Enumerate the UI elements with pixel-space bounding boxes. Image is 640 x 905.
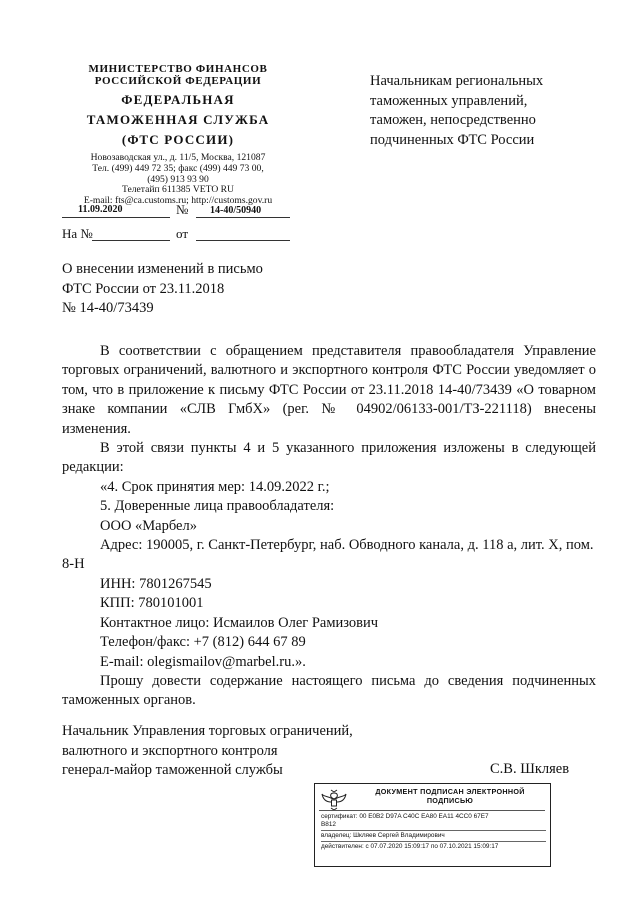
signatory-name: С.В. Шкляев xyxy=(490,761,570,777)
stamp-title-line1: ДОКУМЕНТ ПОДПИСАН ЭЛЕКТРОННОЙ xyxy=(375,787,525,796)
e-signature-stamp xyxy=(314,783,551,867)
reference-label: На № xyxy=(62,226,93,241)
letter-subject xyxy=(62,260,362,319)
eagle-emblem-icon xyxy=(320,788,348,812)
owner-line: владелец: Шкляев Сергей Владимирович xyxy=(321,830,546,840)
signatory-line: валютного и экспортного контроля xyxy=(62,742,278,759)
signatory-line: Начальник Управления торговых ограничений, xyxy=(62,723,353,739)
contact-email: E-mail: olegismailov@marbel.ru.». xyxy=(100,653,306,670)
subject-line: ФТС России от 23.11.2018 xyxy=(62,280,225,297)
from-label: от xyxy=(176,226,189,241)
service-name-line3: (ФТС РОССИИ) xyxy=(121,132,235,147)
subject-line: № 14-40/73439 xyxy=(62,300,154,316)
kpp-value: КПП: 780101001 xyxy=(100,595,204,612)
organization-name: ООО «Марбел» xyxy=(100,517,197,534)
body-paragraph-2: В этой связи пункты 4 и 5 указанного приложения изложены в следующей редакции: xyxy=(62,440,596,476)
service-name-line1: ФЕДЕРАЛЬНАЯ xyxy=(121,92,235,107)
ministry-name-line1: МИНИСТЕРСТВО ФИНАНСОВ xyxy=(88,63,268,75)
request-paragraph: Прошу довести содержание настоящего письма до сведения подчиненных таможенных органов. xyxy=(62,672,596,709)
item-5: 5. Доверенные лица правообладателя: xyxy=(100,498,335,515)
reference-underline xyxy=(92,240,170,241)
registration-date: 11.09.2020 xyxy=(78,204,123,215)
body-paragraph-1: В соответствии с обращением представителя правообладателя Управление торговых ограничений, валютного и экспортного контроля ФТС России уведомляет о том, что в приложение к письму ФТС России от 23.11.2018 14-40/73439 «О товарном знаке компании «СЛВ ГмбХ» (рег. № 04902/06133-001/ТЗ-221118) внесены изменения. xyxy=(62,343,596,437)
phone-fax-line: Тел. (499) 449 72 35; факс (499) 449 73 00, xyxy=(92,162,264,174)
stamp-title-line2: ПОДПИСЬЮ xyxy=(426,795,474,805)
certificate-line: сертификат: 00 E0B2 D97A C40C EA80 EA11 4CC0 67E7 xyxy=(321,813,489,820)
item-4: «4. Срок принятия мер: 14.09.2022 г.; xyxy=(100,478,330,495)
phone-line: (495) 913 93 90 xyxy=(147,173,209,185)
ministry-name-line2: РОССИЙСКОЙ ФЕДЕРАЦИИ xyxy=(94,75,262,87)
stamp-details xyxy=(321,813,546,851)
addressee-line: Начальникам региональных xyxy=(370,73,544,89)
validity-line: действителен: с 07.07.2020 15:09:17 по 07.10.2021 15:09:17 xyxy=(321,841,546,851)
organization-address: Адрес: 190005, г. Санкт-Петербург, наб. Обводного канала, д. 118 а, лит. Х, пом. 8-Н xyxy=(62,537,594,573)
from-underline xyxy=(196,240,290,241)
phone-fax: Телефон/факс: +7 (812) 644 67 89 xyxy=(100,634,306,651)
registration-number: 14-40/50940 xyxy=(210,205,262,216)
subject-line: О внесении изменений в письмо xyxy=(62,261,263,277)
address-block xyxy=(58,153,298,207)
number-underline xyxy=(196,217,290,218)
stamp-title xyxy=(355,788,545,805)
letter-body xyxy=(62,342,596,711)
addressee-line: подчиненных ФТС России xyxy=(370,131,535,148)
service-name-line2: ТАМОЖЕННАЯ СЛУЖБА xyxy=(86,112,270,127)
inn-value: ИНН: 7801267545 xyxy=(100,575,212,592)
addressee-line: таможенных управлений, xyxy=(370,92,528,109)
letterhead xyxy=(58,63,298,207)
addressee-line: таможен, непосредственно xyxy=(370,112,536,128)
signatory-title xyxy=(62,722,382,781)
email-web-line: E-mail: fts@ca.customs.ru; http://customs.gov.ru xyxy=(83,195,273,207)
contact-person: Контактное лицо: Исмаилов Олег Рамизович xyxy=(100,614,379,631)
certificate-line-2: B812 xyxy=(321,821,336,828)
address-line: Новозаводская ул., д. 11/5, Москва, 121087 xyxy=(90,152,266,163)
signatory-line: генерал-майор таможенной службы xyxy=(62,762,283,778)
addressee-block xyxy=(370,72,600,150)
stamp-divider xyxy=(319,810,545,811)
number-sign: № xyxy=(176,202,189,217)
teletype-line: Телетайп 611385 VETO RU xyxy=(122,184,234,196)
date-underline xyxy=(62,217,170,218)
